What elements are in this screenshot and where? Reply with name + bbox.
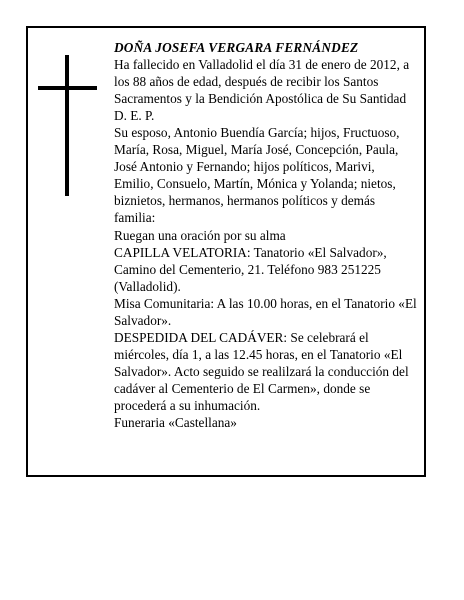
text-line: Camino del Cementerio, 21. Teléfono 983 251225 <box>114 261 381 277</box>
text-line: Salvador». Acto seguido se realilzará la conducción del <box>114 363 409 379</box>
text-line: cadáver al Cementerio de El Carmen», donde se <box>114 380 371 396</box>
text-line: los 88 años de edad, después de recibir los Santos <box>114 74 379 90</box>
text-line: Sacramentos y la Bendición Apostólica de Su Santidad <box>114 91 407 107</box>
deceased-name: DOÑA JOSEFA VERGARA FERNÁNDEZ <box>114 40 359 55</box>
text-line: Emilio, Consuelo, Martín, Mónica y Yolanda; nietos, <box>114 176 396 192</box>
text-line: miércoles, día 1, a las 12.45 horas, en el Tanatorio «El <box>114 346 403 362</box>
text-line: María, Rosa, Miguel, María José, Concepción, Paula, <box>114 142 399 158</box>
text-line: Salvador». <box>114 312 172 328</box>
text-line: DESPEDIDA DEL CADÁVER: Se celebrará el <box>114 329 369 345</box>
obituary-text <box>114 39 436 431</box>
text-line: Su esposo, Antonio Buendía García; hijos, Fructuoso, <box>114 125 400 141</box>
cross-horizontal-bar <box>38 86 97 90</box>
text-line: familia: <box>114 210 156 226</box>
text-line: José Antonio y Fernando; hijos políticos, Marivi, <box>114 159 375 175</box>
prayer-request: Ruegan una oración por su alma <box>114 227 286 243</box>
text-line: procederá a su inhumación. <box>114 397 261 413</box>
text-line: biznietos, hermanos, hermanos políticos y demás <box>114 193 376 209</box>
rest-in-peace: D. E. P. <box>114 108 155 124</box>
funeral-home: Funeraria «Castellana» <box>114 415 237 431</box>
cross-vertical-bar <box>65 55 69 196</box>
text-line: Ha fallecido en Valladolid el día 31 de enero de 2012, a <box>114 57 410 73</box>
text-line: CAPILLA VELATORIA: Tanatorio «El Salvador», <box>114 244 387 260</box>
text-line: Misa Comunitaria: A las 10.00 horas, en el Tanatorio «El <box>114 295 417 311</box>
text-line: (Valladolid). <box>114 278 181 294</box>
